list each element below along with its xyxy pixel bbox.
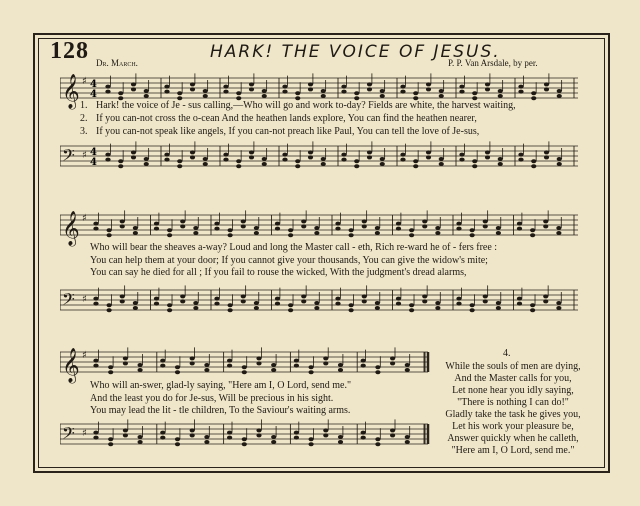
- svg-text:♯: ♯: [82, 350, 87, 361]
- stanza-line: Answer quickly when he calleth,: [447, 433, 579, 444]
- composer-credit: Dr. March.: [96, 58, 138, 68]
- lyric-line: You can say he died for all ; If you fail to rouse the wicked, With the judgment's dread alarms,: [90, 267, 467, 278]
- svg-text:4: 4: [90, 147, 97, 158]
- svg-text:𝄢: 𝄢: [62, 423, 75, 447]
- stanza-line: While the souls of men are dying,: [445, 361, 581, 372]
- svg-text:𝄢: 𝄢: [62, 145, 75, 169]
- lyric-line: 2. If you can-not cross the o-cean And the heathen lands explore, You can find the heathen nearer,: [80, 113, 477, 124]
- stanza-line: Let his work your pleasure be,: [452, 421, 574, 432]
- svg-text:4: 4: [90, 89, 97, 100]
- author-credit: P. P. Van Arsdale, by per.: [448, 58, 538, 68]
- bass-staff-system-1: [60, 136, 580, 180]
- svg-text:𝄞: 𝄞: [62, 348, 80, 383]
- bass-staff-system-2: [60, 280, 580, 324]
- svg-text:4: 4: [90, 79, 97, 90]
- svg-text:𝄞: 𝄞: [62, 211, 80, 246]
- lyric-line: You can help them at your door; If you cannot give your thousands, You can give the widow's mite;: [90, 255, 488, 266]
- bass-staff-system-3: [60, 414, 430, 458]
- lyric-line: 3. If you can-not speak like angels, If you can-not preach like Paul, You can tell the love of Je-sus,: [80, 126, 480, 137]
- svg-text:♯: ♯: [82, 428, 87, 439]
- lyric-line: Who will bear the sheaves a-way? Loud and long the Master call - eth, Rich re-ward he of - fers free :: [90, 242, 498, 253]
- svg-text:4: 4: [90, 157, 97, 168]
- stanza-4-number: 4.: [503, 348, 511, 359]
- svg-text:♯: ♯: [82, 150, 87, 161]
- page-number: 128: [50, 38, 89, 64]
- stanza-line: And the Master calls for you,: [454, 373, 572, 384]
- stanza-line: Gladly take the task he gives you,: [445, 409, 581, 420]
- svg-text:𝄞: 𝄞: [62, 74, 80, 109]
- lyric-line: 1. Hark! the voice of Je - sus calling,—Who will go and work to-day? Fields are white, the harvest waiting,: [80, 100, 516, 111]
- svg-text:♯: ♯: [82, 76, 87, 87]
- stanza-line: "There is nothing I can do!": [457, 397, 569, 408]
- stanza-line: Let none hear you idly saying,: [452, 385, 574, 396]
- lyric-line: Who will an-swer, glad-ly saying, "Here am I, O Lord, send me.": [90, 380, 352, 391]
- svg-text:𝄢: 𝄢: [62, 289, 75, 313]
- lyric-line: You may lead the lit - tle children, To the Saviour's waiting arms.: [90, 405, 351, 416]
- lyric-line: And the least you do for Je-sus, Will be precious in his sight.: [90, 393, 334, 404]
- stanza-line: "Here am I, O Lord, send me.": [451, 445, 575, 456]
- hymn-title: HARK! THE VOICE OF JESUS.: [210, 42, 501, 62]
- svg-text:♯: ♯: [82, 294, 87, 305]
- svg-text:♯: ♯: [82, 213, 87, 224]
